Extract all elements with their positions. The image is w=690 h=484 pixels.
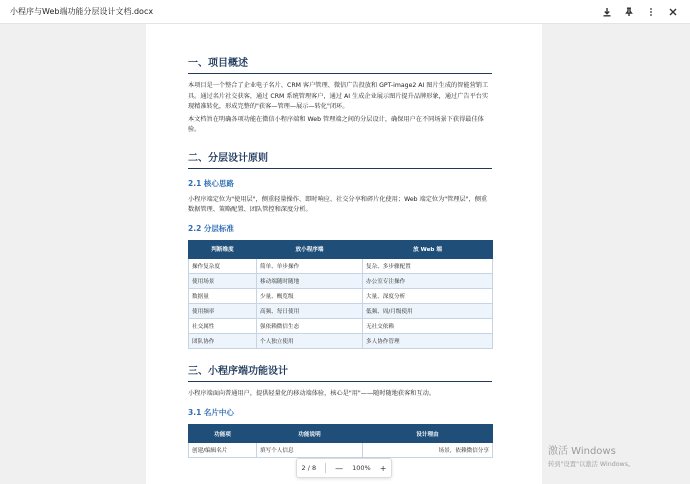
table-cell: 创建/编辑名片 [189, 443, 257, 458]
more-icon[interactable] [644, 5, 658, 19]
table-cell: 大量、深度分析 [363, 288, 493, 303]
section-3-heading: 三、小程序端功能设计 [188, 362, 492, 382]
table-header-row [189, 425, 493, 443]
table-cell: 使用场景 [189, 273, 257, 288]
table-cell: 多人协作管理 [363, 333, 493, 348]
section-1-paragraph-1: 本项目是一个整合了企业电子名片、CRM 客户管理、微信广告投放和 GPT-image2 AI 图片生成的智能营销工具。通过名片社交获客，通过 CRM 系统管理客户，通过 AI 生成企业展示图片提升品牌形象，通过广告平台实现精准转化，形成完整的"获客—管理—展示—转化"闭环。 [188, 82, 489, 110]
table-row [189, 443, 493, 458]
table-cell: 个人独立使用 [257, 333, 363, 348]
document-viewer[interactable] [0, 24, 690, 484]
table-cell: 低频、周/月级使用 [363, 303, 493, 318]
layering-standards-table [188, 240, 493, 349]
title-bar-actions [600, 5, 680, 19]
title-bar [0, 0, 690, 24]
table-row [189, 303, 493, 318]
download-icon[interactable] [600, 5, 614, 19]
table-cell: 操作复杂度 [189, 258, 257, 273]
section-1-paragraph-2: 本文档旨在明确各项功能在微信小程序端和 Web 管理端之间的分层设计，确保用户在不同场景下获得最佳体验。 [188, 115, 484, 133]
section-2-2-heading: 2.2 分层标准 [188, 223, 234, 233]
watermark-subtitle: 转到"设置"以激活 Windows。 [548, 461, 635, 468]
table-cell: 简单、单步操作 [257, 258, 363, 273]
table-cell: 使用频率 [189, 303, 257, 318]
table-cell: 数据量 [189, 288, 257, 303]
table-cell: 团队协作 [189, 333, 257, 348]
section-2-heading: 二、分层设计原则 [188, 149, 492, 169]
table-header-cell: 判断维度 [189, 240, 257, 258]
card-center-table [188, 424, 493, 458]
table-row [189, 318, 493, 333]
table-header-cell: 设计理由 [363, 425, 493, 443]
page-zoom-toolbar [296, 458, 392, 478]
close-icon[interactable] [666, 5, 680, 19]
table-cell: 办公室专注操作 [363, 273, 493, 288]
table-cell: 复杂、多步骤配置 [363, 258, 493, 273]
table-row [189, 333, 493, 348]
table-cell: 社交属性 [189, 318, 257, 333]
zoom-out-button[interactable]: — [335, 463, 344, 473]
table-row [189, 288, 493, 303]
section-2-1-heading: 2.1 核心思路 [188, 178, 234, 188]
section-1-heading: 一、项目概述 [188, 54, 492, 74]
page-content [188, 54, 492, 458]
section-2-1-paragraph: 小程序端定位为"使用层"，侧重轻量操作、即时响应、社交分享和碎片化使用；Web 端定位为"管理层"，侧重数据管理、策略配置、团队管控和深度分析。 [188, 195, 488, 213]
table-header-cell: 功能项 [189, 425, 257, 443]
table-cell: 强依赖微信生态 [257, 318, 363, 333]
table-cell: 移动端随时随地 [257, 273, 363, 288]
toolbar-divider [325, 463, 326, 473]
table-cell: 无社交依赖 [363, 318, 493, 333]
document-page [146, 24, 542, 484]
table-cell: 高频、每日使用 [257, 303, 363, 318]
zoom-in-button[interactable]: + [379, 463, 387, 473]
pin-icon[interactable] [622, 5, 636, 19]
table-cell: 填写个人信息 [257, 443, 363, 458]
windows-activation-watermark [548, 442, 634, 468]
zoom-level[interactable]: 100% [352, 464, 371, 472]
table-cell: 少量、概览级 [257, 288, 363, 303]
table-header-cell: 放小程序端 [257, 240, 363, 258]
table-row [189, 258, 493, 273]
section-3-paragraph: 小程序端面向普通用户，提供轻量化的移动端体验，核心是"用"——随时随地获客和互动。 [188, 389, 436, 397]
table-row [189, 273, 493, 288]
table-header-cell: 放 Web 端 [363, 240, 493, 258]
table-cell: 场景，依赖微信分享 [363, 443, 493, 458]
document-title: 小程序与Web端功能分层设计文档.docx [10, 7, 154, 16]
table-header-row [189, 240, 493, 258]
section-3-1-heading: 3.1 名片中心 [188, 408, 234, 417]
table-header-cell: 功能说明 [257, 425, 363, 443]
watermark-title: 激活 Windows [548, 446, 616, 457]
page-indicator[interactable]: 2 / 8 [301, 464, 317, 472]
